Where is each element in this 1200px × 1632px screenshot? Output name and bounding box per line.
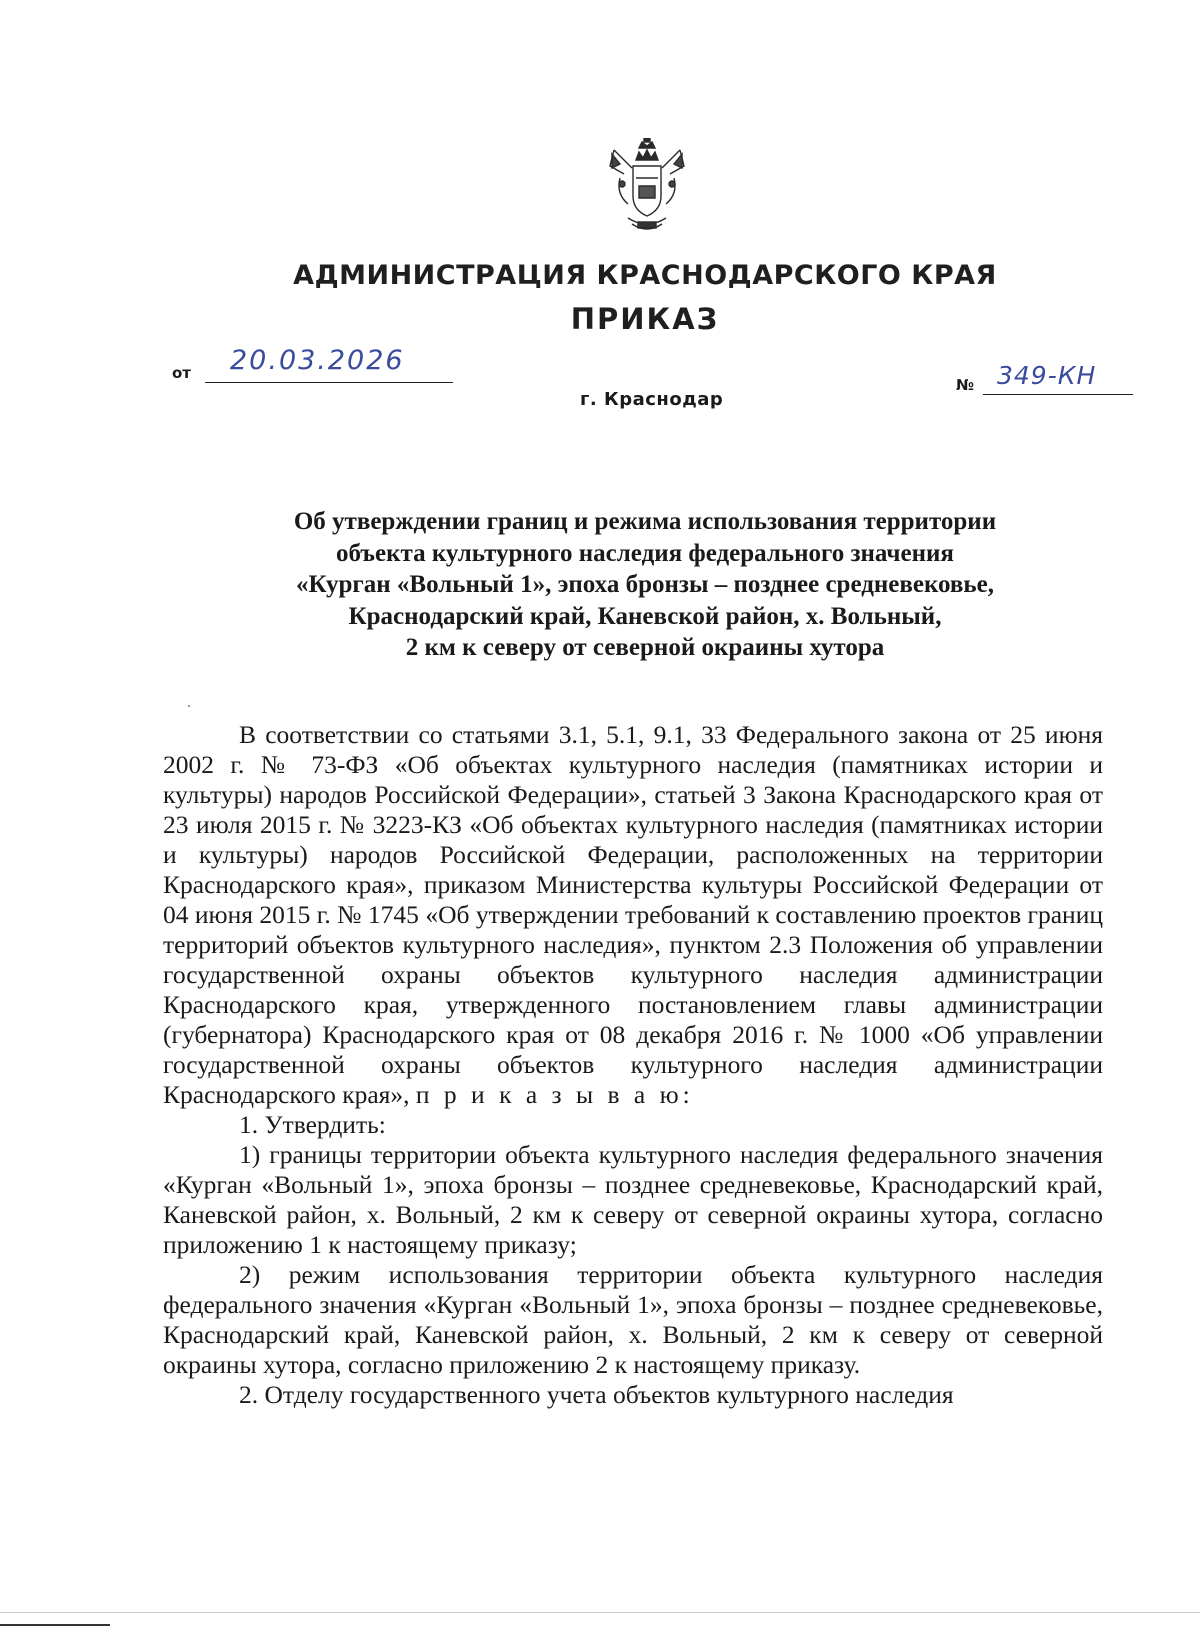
scan-edge-line bbox=[0, 1612, 1200, 1613]
order-body bbox=[163, 720, 1103, 1410]
subject-line: 2 км к северу от северной окраины хутора bbox=[405, 634, 885, 661]
item-1-2: 2) режим использования территории объекта культурного наследия федерального значения «Курган «Вольный 1», эпоха бронзы – позднее средневековье, Краснодарский край, Каневской район, х. Вольный, 2 км к северу от северной окраины хутора, согласно приложению 2 к настоящему приказу. bbox=[163, 1260, 1103, 1379]
coat-of-arms-icon bbox=[606, 138, 688, 238]
document-type-title: ПРИКАЗ bbox=[570, 302, 720, 336]
scan-bottom-edge bbox=[0, 1588, 1200, 1632]
item-1-1: 1) границы территории объекта культурного наследия федерального значения «Курган «Вольный 1», эпоха бронзы – позднее средневековье, Краснодарский край, Каневской район, х. Вольный, 2 км к северу от северной окраины хутора, согласно приложению 1 к настоящему приказу; bbox=[163, 1140, 1103, 1259]
order-subject bbox=[200, 506, 1090, 664]
item-1: 1. Утвердить: bbox=[239, 1110, 386, 1139]
preamble-paragraph bbox=[163, 720, 1103, 1110]
organization-title: АДМИНИСТРАЦИЯ КРАСНОДАРСКОГО КРАЯ bbox=[293, 260, 997, 291]
scan-speck bbox=[188, 705, 190, 707]
handwritten-date: 20.03.2026 bbox=[230, 345, 405, 376]
number-label: № bbox=[956, 376, 975, 394]
date-label: от bbox=[172, 364, 191, 382]
number-underline bbox=[983, 394, 1133, 395]
subject-line: Об утверждении границ и режима использования территории bbox=[293, 508, 997, 535]
preamble-text: В соответствии со статьями 3.1, 5.1, 9.1, 33 Федерального закона от 25 июня 2002 г. № 73-ФЗ «Об объектах культурного наследия (памятниках истории и культуры) народов Российской Федерации», статьей 3 Закона Краснодарского края от 23 июля 2015 г. № 3223-КЗ «Об объектах культурного наследия (памятниках истории и культуры) народов Российской Федерации, расположенных на территории Краснодарского края», приказом Министерства культуры Российской Федерации от 04 июня 2015 г. № 1745 «Об утверждении требований к составлению проектов границ территорий объектов культурного наследия», пунктом 2.3 Положения об управлении государственной охраны объектов культурного наследия администрации Краснодарского края, утвержденного постановлением главы администрации (губернатора) Краснодарского края от 08 декабря 2016 г. № 1000 «Об управлении государственной охраны объектов культурного наследия администрации Краснодарского края», bbox=[163, 720, 1103, 1109]
order-word: п р и к а з ы в а ю: bbox=[415, 1080, 694, 1109]
coat-of-arms-emblem bbox=[606, 138, 688, 238]
city-label: г. Краснодар bbox=[580, 389, 724, 410]
subject-line: «Курган «Вольный 1», эпоха бронзы – позднее средневековье, bbox=[296, 571, 994, 598]
subject-line: объекта культурного наследия федерального значения bbox=[336, 539, 954, 567]
date-underline bbox=[205, 382, 453, 383]
subject-line: Краснодарский край, Каневской район, х. Вольный, bbox=[348, 602, 942, 630]
handwritten-number: 349-КН bbox=[997, 361, 1097, 390]
scan-edge-mark bbox=[0, 1624, 110, 1626]
item-2: 2. Отделу государственного учета объектов культурного наследия bbox=[239, 1380, 954, 1409]
